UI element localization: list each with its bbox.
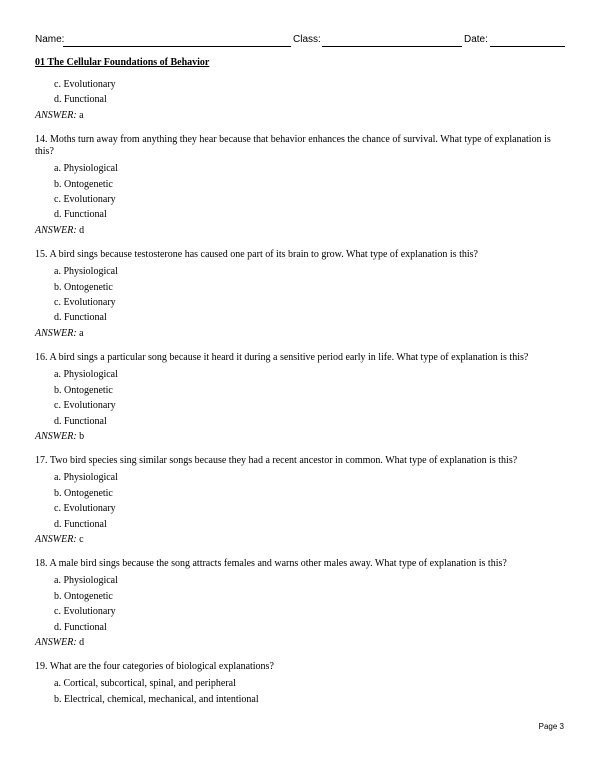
answer-label: ANSWER: (35, 327, 77, 339)
question-18 (35, 558, 565, 650)
option-a: a. Physiological (54, 575, 118, 587)
date-field[interactable] (490, 46, 565, 47)
name-label: Name: (35, 34, 65, 45)
option-c: c. Evolutionary (54, 194, 116, 206)
option-c: c. Evolutionary (54, 606, 116, 618)
option-d: d. Functional (54, 209, 107, 221)
continued-question (35, 77, 565, 123)
option-c: c. Evolutionary (54, 297, 116, 309)
question-text: 16. A bird sings a particular song because it heard it during a sensitive period early in life. What type of explanation is this? (35, 352, 529, 364)
option-d: d. Functional (54, 621, 107, 633)
date-label: Date: (464, 34, 488, 45)
option-b: b. Electrical, chemical, mechanical, and intentional (54, 693, 259, 705)
answer-line (35, 635, 565, 650)
class-label: Class: (293, 34, 321, 45)
answer-label: ANSWER: (35, 109, 77, 121)
option-d: d. Functional (54, 415, 107, 427)
question-text: 18. A male bird sings because the song attracts females and warns other males away. What type of explanation is this? (35, 558, 507, 570)
worksheet-header (35, 34, 565, 50)
option-c: c. Evolutionary (54, 400, 116, 412)
question-19 (35, 661, 565, 707)
answer-line (35, 429, 565, 444)
question-17 (35, 455, 565, 547)
answer-label: ANSWER: (35, 533, 77, 545)
answer-line (35, 326, 565, 341)
page-number: Page 3 (538, 722, 564, 731)
option-a: a. Physiological (54, 369, 118, 381)
answer-value: d (79, 224, 85, 236)
option-c: c. Evolutionary (54, 79, 116, 90)
question-14 (35, 134, 565, 238)
option-b: b. Ontogenetic (54, 590, 113, 602)
answer-value: a (79, 109, 84, 121)
answer-line (35, 223, 565, 238)
question-list (35, 77, 565, 707)
option-d: d. Functional (54, 94, 107, 106)
answer-label: ANSWER: (35, 224, 77, 236)
question-15 (35, 249, 565, 341)
question-text: 14. Moths turn away from anything they hear because that behavior enhances the chance of survival. What type of explanation is this? (35, 134, 551, 158)
option-b: b. Ontogenetic (54, 178, 113, 190)
option-a: a. Physiological (54, 266, 118, 278)
question-16 (35, 352, 565, 444)
answer-label: ANSWER: (35, 636, 77, 648)
option-d: d. Functional (54, 312, 107, 324)
option-c: c. Evolutionary (54, 503, 116, 515)
option-b: b. Ontogenetic (54, 487, 113, 499)
class-field[interactable] (322, 46, 462, 47)
option-d: d. Functional (54, 518, 107, 530)
answer-value: b (79, 430, 85, 442)
option-a: a. Physiological (54, 472, 118, 484)
answer-value: d (79, 636, 85, 648)
answer-label: ANSWER: (35, 430, 77, 442)
question-text: 15. A bird sings because testosterone has caused one part of its brain to grow. What type of explanation is this? (35, 249, 478, 261)
option-b: b. Ontogenetic (54, 281, 113, 293)
question-text: 17. Two bird species sing similar songs because they had a recent ancestor in common. What type of explanation is this? (35, 455, 518, 467)
option-a: a. Cortical, subcortical, spinal, and peripheral (54, 678, 236, 690)
answer-line (35, 532, 565, 547)
answer-value: c (79, 533, 84, 545)
name-field[interactable] (63, 46, 291, 47)
answer-value: a (79, 327, 84, 339)
option-b: b. Ontogenetic (54, 384, 113, 396)
answer-line (35, 108, 565, 123)
question-text: 19. What are the four categories of biological explanations? (35, 661, 274, 673)
section-title: 01 The Cellular Foundations of Behavior (35, 57, 210, 68)
option-a: a. Physiological (54, 163, 118, 175)
